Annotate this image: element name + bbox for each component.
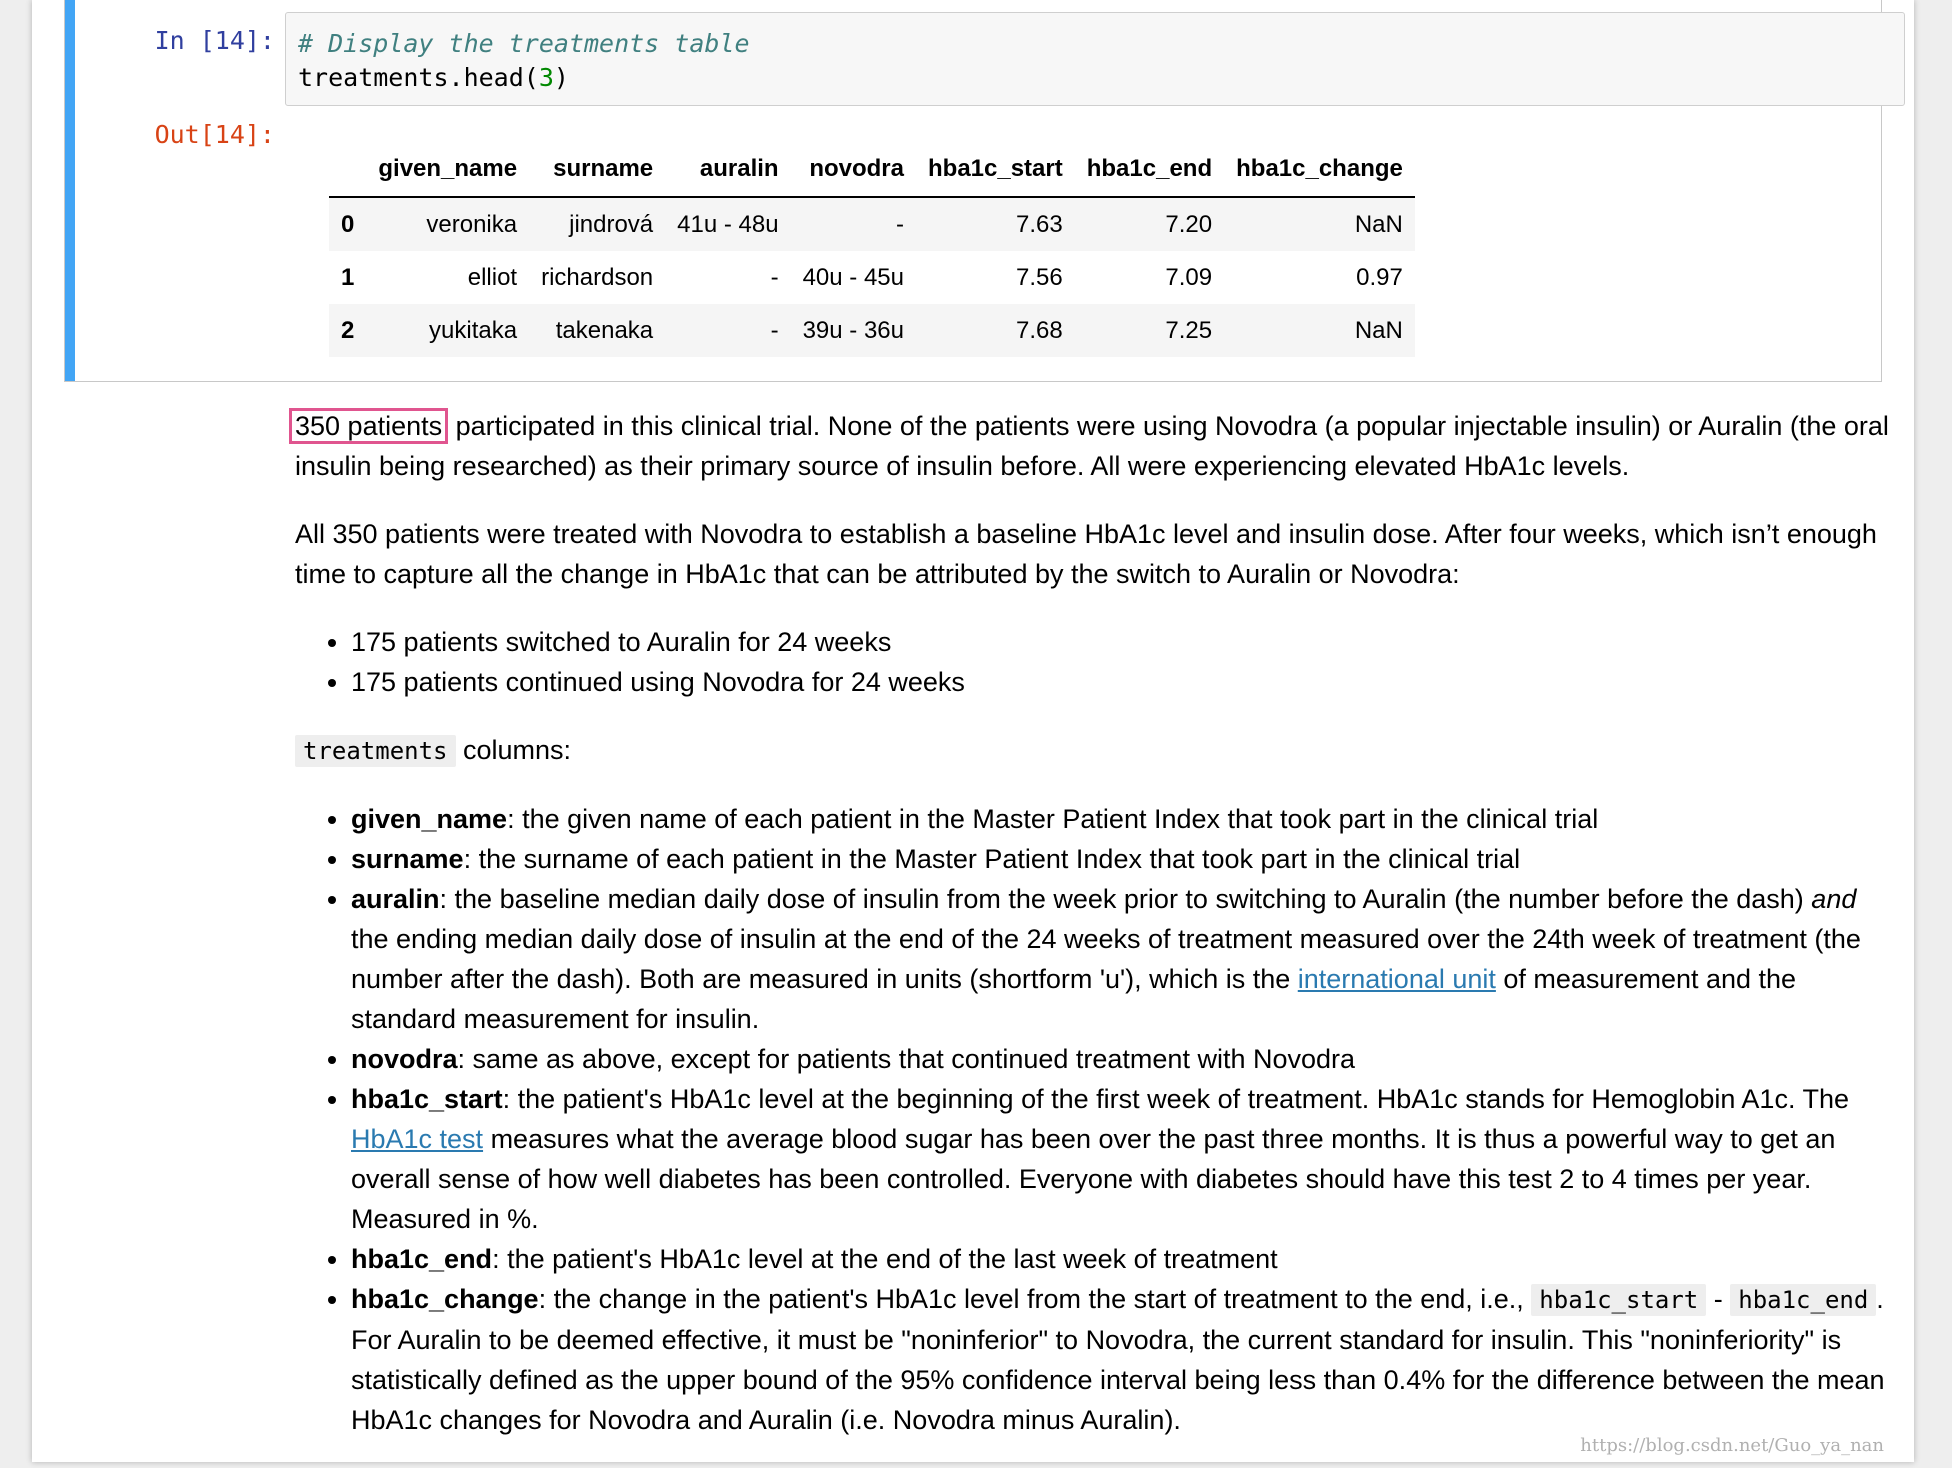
international-unit-link[interactable]: international unit xyxy=(1297,964,1496,994)
table-cell: NaN xyxy=(1354,210,1403,238)
column-header: surname xyxy=(529,142,665,197)
intro-text: participated in this clinical trial. None of the patients were using Novodra (a popular injectable insulin) or Auralin (the oral insulin being researched) as their primary source of insulin before. All were experiencing elevated HbA1c levels. xyxy=(295,411,1889,481)
code-arg: 3 xyxy=(538,63,554,92)
definition: of measurement and the standard measurement for insulin. xyxy=(351,964,1797,1034)
output-prompt: Out[14]: xyxy=(154,120,275,149)
table-cell: elliot xyxy=(467,263,518,291)
column-header: hba1c_change xyxy=(1224,142,1415,197)
emphasis: and xyxy=(1811,884,1857,914)
definition: : same as above, except for patients that continued treatment with Novodra xyxy=(457,1044,1356,1074)
inline-code: treatments xyxy=(295,735,456,767)
list-item xyxy=(351,1039,1895,1079)
baseline-paragraph: All 350 patients were treated with Novodra to establish a baseline HbA1c level and insulin dose. After four weeks, which isn’t enough time to capture all the change in HbA1c that can be attributed by the switch to Auralin or Novodra: xyxy=(295,519,1877,589)
table-cell: 7.20 xyxy=(1165,210,1213,238)
intro-paragraph xyxy=(295,406,1895,486)
definition: : the baseline median daily dose of insulin from the week prior to switching to Auralin (the number before the dash) xyxy=(439,884,1812,914)
hba1c-test-link[interactable]: HbA1c test xyxy=(351,1124,484,1154)
definition: : the surname of each patient in the Master Patient Index that took part in the clinical trial xyxy=(463,844,1521,874)
list-item: • 175 patients continued using Novodra for 24 weeks xyxy=(351,662,1895,702)
code-comment: # Display the treatments table xyxy=(298,29,750,58)
table-cell: 0.97 xyxy=(1356,263,1403,291)
term: hba1c_change xyxy=(351,1284,539,1314)
term: hba1c_end xyxy=(351,1244,493,1274)
code-close: ) xyxy=(553,63,569,92)
table-cell: 7.68 xyxy=(1016,316,1063,344)
notebook-page xyxy=(32,0,1914,1462)
list-item xyxy=(351,1079,1895,1239)
minus-sign: - xyxy=(1706,1284,1731,1314)
table-cell: - xyxy=(896,210,904,238)
code-call: treatments.head( xyxy=(298,63,539,92)
table-cell: - xyxy=(770,316,779,344)
table-cell: 7.63 xyxy=(1016,210,1063,238)
list-item xyxy=(351,879,1895,1039)
definition: measures what the average blood sugar has been over the past three months. It is thus a powerful way to get an overall sense of how well diabetes has been controlled. Everyone with diabetes should have this test 2 to 4 times per year. Measured in %. xyxy=(351,1124,1836,1234)
table-cell: richardson xyxy=(541,263,654,291)
code-input-area[interactable] xyxy=(285,12,1905,106)
table-cell: 41u - 48u xyxy=(677,210,779,238)
list-item xyxy=(351,799,1895,839)
columns-label: columns: xyxy=(455,735,572,765)
table-cell: jindrová xyxy=(569,210,654,238)
list-item xyxy=(351,1279,1895,1440)
list-item xyxy=(351,839,1895,879)
table-cell: yukitaka xyxy=(429,316,518,344)
table-cell: takenaka xyxy=(555,316,654,344)
table-cell: 7.25 xyxy=(1165,316,1213,344)
inline-code: hba1c_start xyxy=(1531,1284,1706,1316)
table-cell: NaN xyxy=(1354,316,1403,344)
list-item: • 175 patients switched to Auralin for 24 weeks xyxy=(351,622,1895,662)
term: auralin xyxy=(351,884,440,914)
list-item xyxy=(351,1239,1895,1279)
table-cell: 7.56 xyxy=(1016,263,1063,291)
definition: . For Auralin to be deemed effective, it must be "noninferior" to Novodra, the current standard for insulin. This "noninferiority" is statistically defined as the upper bound of the 95% confidence interval being less than 0.4% for the difference between the mean HbA1c changes for Novodra and Auralin (i.e. Novodra minus Auralin). xyxy=(351,1284,1885,1435)
table-row xyxy=(329,304,1415,357)
highlighted-text: 350 patients xyxy=(289,408,448,444)
column-header: hba1c_end xyxy=(1075,142,1224,197)
table-cell: 39u - 36u xyxy=(802,316,904,344)
column-header: hba1c_start xyxy=(916,142,1075,197)
column-header: auralin xyxy=(665,142,790,197)
table-header-row xyxy=(329,142,1415,197)
column-header: given_name xyxy=(366,142,529,197)
inline-code: hba1c_end xyxy=(1730,1284,1876,1316)
table-cell: 40u - 45u xyxy=(802,263,904,291)
dataframe-table xyxy=(329,142,1415,357)
row-index: 1 xyxy=(341,263,355,291)
table-cell: 7.09 xyxy=(1165,263,1213,291)
code-cell[interactable] xyxy=(64,0,1882,382)
term: surname xyxy=(351,844,464,874)
table-cell: veronika xyxy=(426,210,518,238)
columns-heading xyxy=(295,730,1895,771)
table-row xyxy=(329,251,1415,304)
term: novodra xyxy=(351,1044,458,1074)
cell-selection-bar xyxy=(65,0,75,381)
input-prompt: In [14]: xyxy=(154,26,275,55)
definition: the ending median daily dose of insulin at the end of the 24 weeks of treatment measured over the 24th week of treatment (the number after the dash). Both are measured in units (shortform 'u'), which is the xyxy=(351,924,1861,994)
definition: : the patient's HbA1c level at the end of the last week of treatment xyxy=(492,1244,1278,1274)
table-cell: - xyxy=(770,263,779,291)
column-definitions-list xyxy=(295,799,1895,1440)
term: hba1c_start xyxy=(351,1084,503,1114)
column-header: novodra xyxy=(791,142,916,197)
watermark: https://blog.csdn.net/Guo_ya_nan xyxy=(1580,1435,1884,1456)
markdown-cell[interactable] xyxy=(295,406,1895,1468)
term: given_name xyxy=(351,804,508,834)
definition: : the change in the patient's HbA1c level from the start of treatment to the end, i.e., xyxy=(538,1284,1532,1314)
definition: : the given name of each patient in the Master Patient Index that took part in the clinical trial xyxy=(507,804,1599,834)
definition: : the patient's HbA1c level at the beginning of the first week of treatment. HbA1c stands for Hemoglobin A1c. The xyxy=(502,1084,1849,1114)
index-header xyxy=(329,142,366,197)
table-row xyxy=(329,197,1415,251)
group-list xyxy=(295,622,1895,702)
row-index: 2 xyxy=(341,316,355,344)
row-index: 0 xyxy=(341,210,355,238)
